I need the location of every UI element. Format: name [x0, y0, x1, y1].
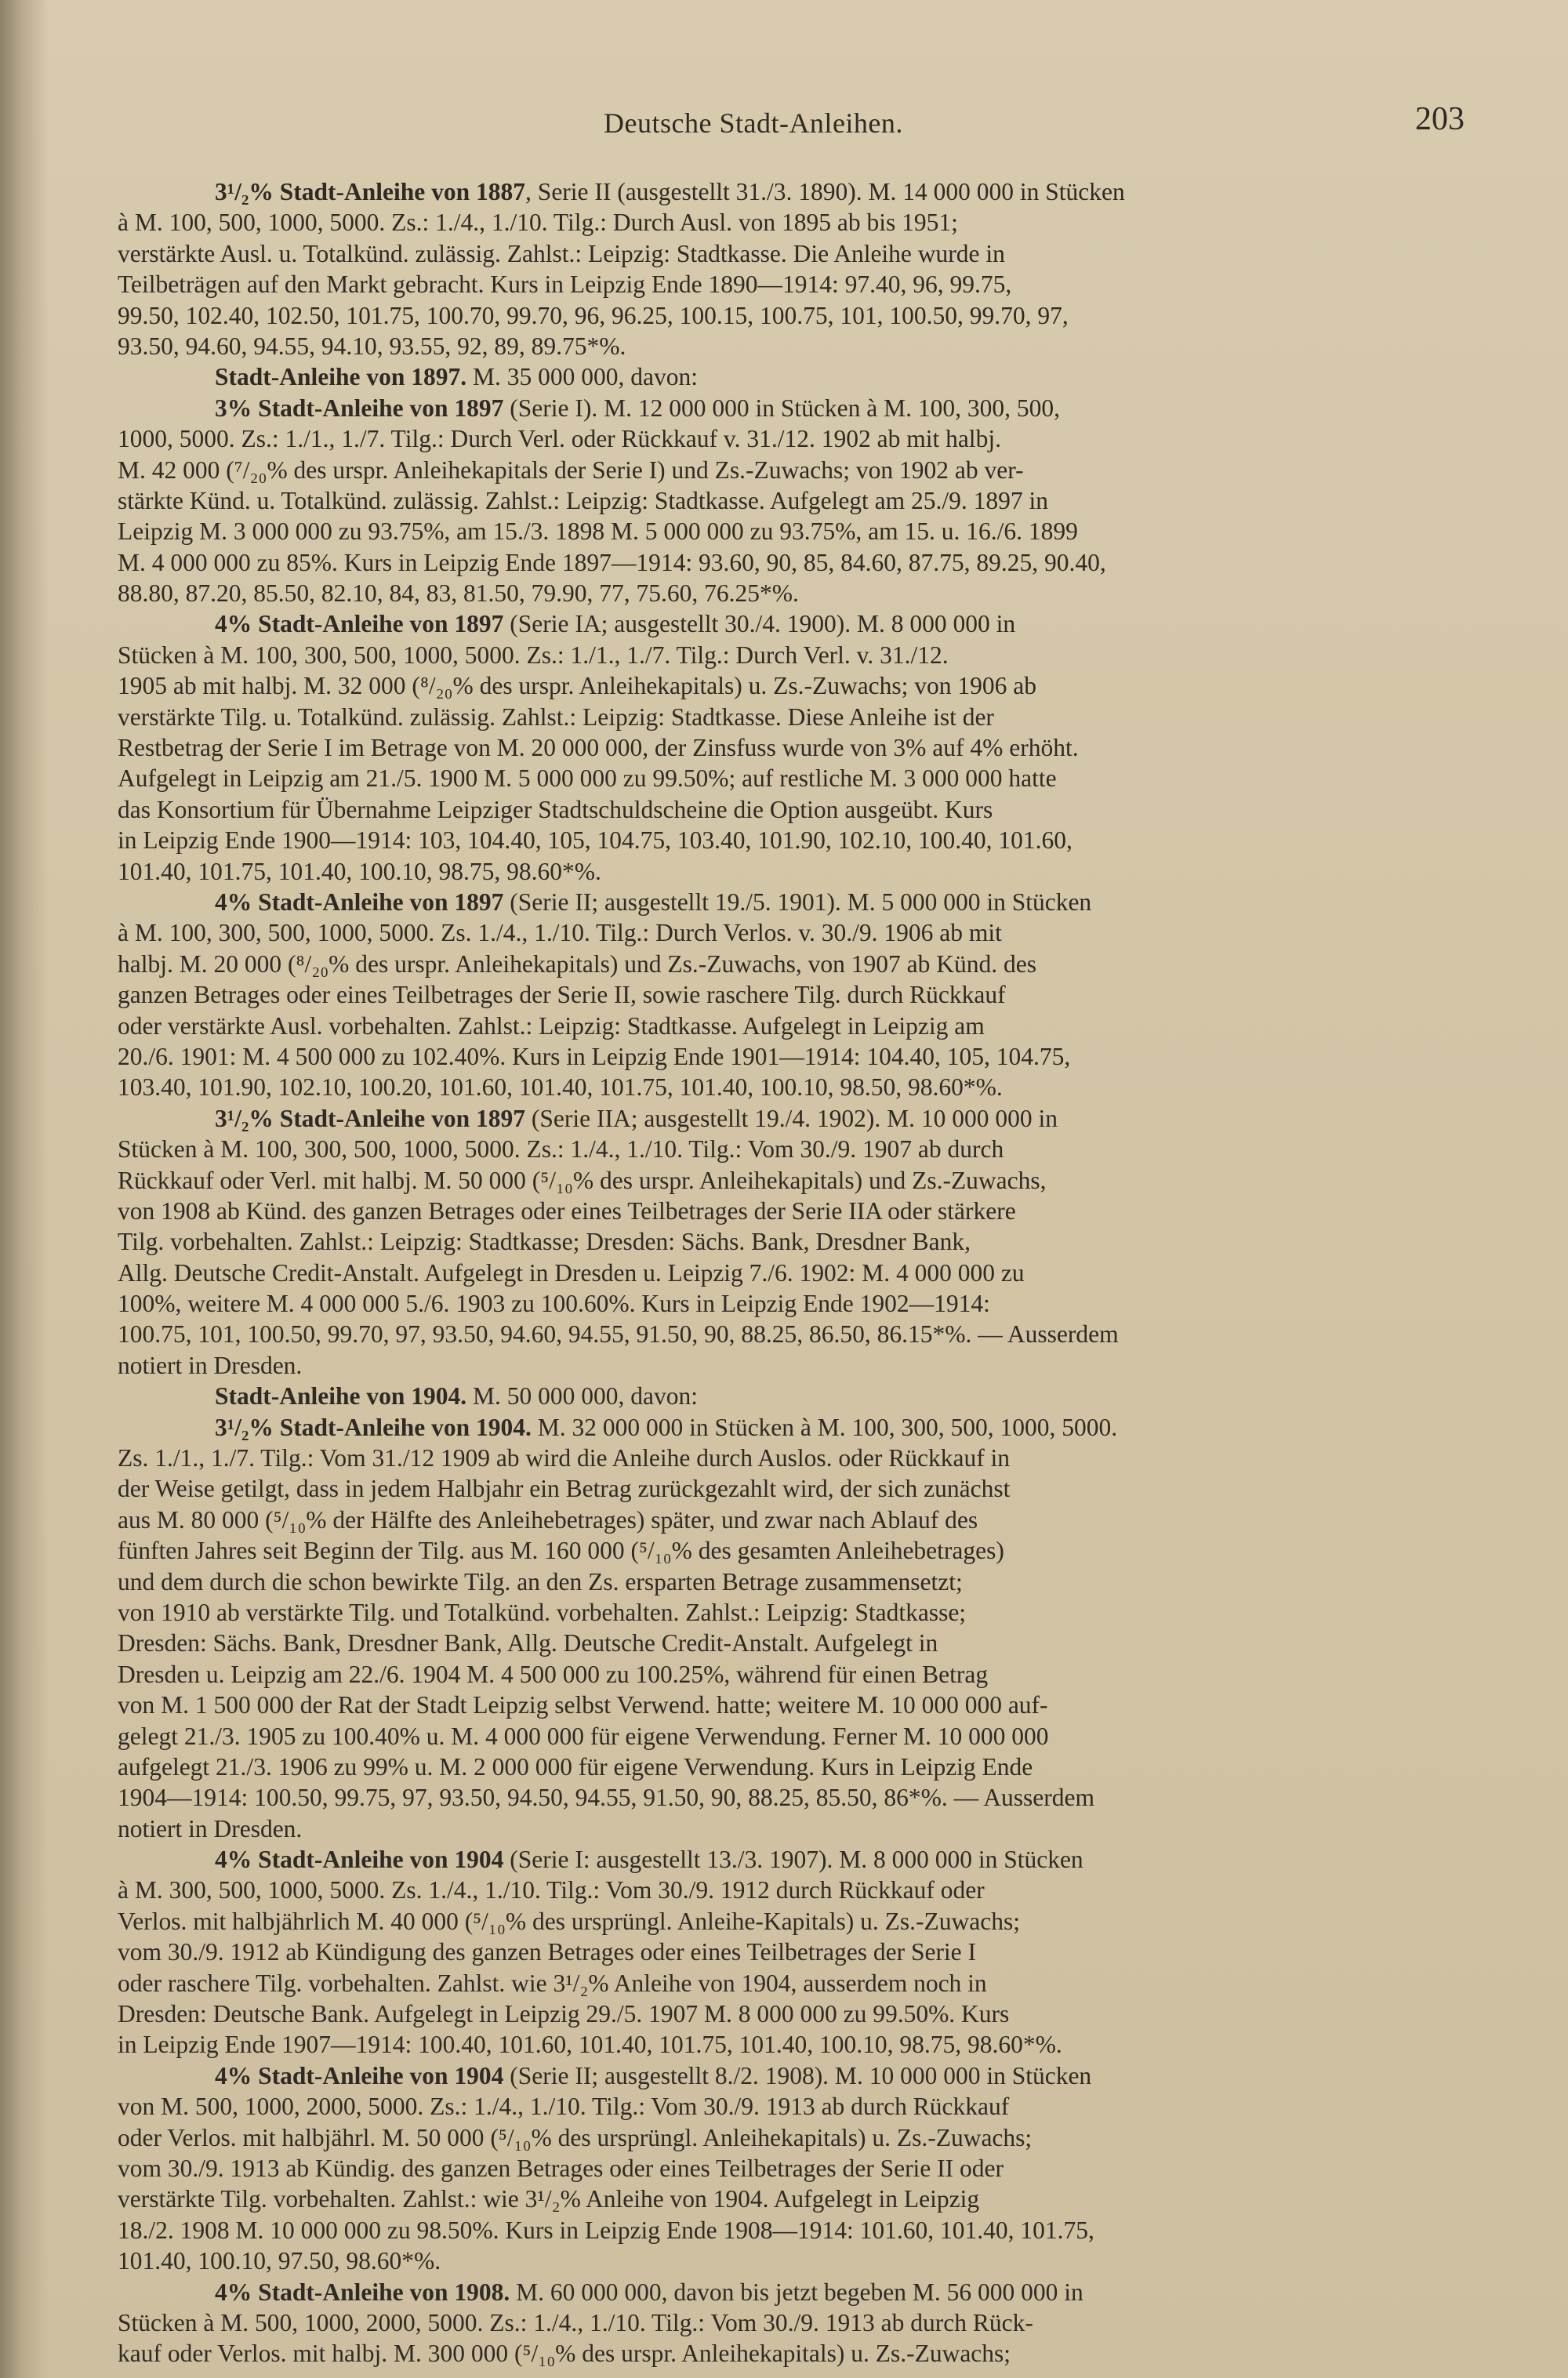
- text-line: 100.75, 101, 100.50, 99.70, 97, 93.50, 94.60, 94.55, 91.50, 90, 88.25, 86.50, 86.15*%. — Ausserdem: [118, 1320, 1119, 1349]
- bond-title: 3¹/₂% Stadt-Anleihe von 1904.: [215, 1413, 532, 1441]
- text-line: Teilbeträgen auf den Markt gebracht. Kurs in Leipzig Ende 1890—1914: 97.40, 96, 99.75,: [118, 270, 1012, 299]
- text-line: 1000, 5000. Zs.: 1./1., 1./7. Tilg.: Durch Verl. oder Rückkauf v. 31./12. 1902 ab mit halbj.: [118, 425, 1001, 453]
- text-line: Zs. 1./1., 1./7. Tilg.: Vom 31./12 1909 ab wird die Anleihe durch Auslos. oder Rückkauf in: [118, 1444, 1011, 1472]
- paragraph-start-line: 4% Stadt-Anleihe von 1908. M. 60 000 000, davon bis jetzt begeben M. 56 000 000 in: [215, 2278, 1083, 2306]
- paragraph-start-line: 3¹/₂% Stadt-Anleihe von 1887, Serie II (ausgestellt 31./3. 1890). M. 14 000 000 in Stücken: [215, 178, 1125, 205]
- text-line: aufgelegt 21./3. 1906 zu 99% u. M. 2 000 000 für eigene Verwendung. Kurs in Leipzig Ende: [118, 1752, 1033, 1781]
- text-line: 88.80, 87.20, 85.50, 82.10, 84, 83, 81.50, 79.90, 77, 75.60, 76.25*%.: [118, 579, 799, 608]
- text-line: Allg. Deutsche Credit-Anstalt. Aufgelegt in Dresden u. Leipzig 7./6. 1902: M. 4 000 000 zu: [118, 1258, 1025, 1287]
- text-line: Dresden: Deutsche Bank. Aufgelegt in Leipzig 29./5. 1907 M. 8 000 000 zu 99.50%. Kurs: [118, 2000, 1010, 2028]
- text-line: 100%, weitere M. 4 000 000 5./6. 1903 zu 100.60%. Kurs in Leipzig Ende 1902—1914:: [118, 1290, 990, 1318]
- text-line: notiert in Dresden.: [118, 1814, 303, 1842]
- text-line: verstärkte Tilg. u. Totalkünd. zulässig. Zahlst.: Leipzig: Stadtkasse. Diese Anleihe ist der: [118, 703, 994, 731]
- text-line: Leipzig M. 3 000 000 zu 93.75%, am 15./3. 1898 M. 5 000 000 zu 93.75%, am 15. u. 16./6. 1899: [118, 517, 1078, 546]
- text-line: 103.40, 101.90, 102.10, 100.20, 101.60, 101.40, 101.75, 101.40, 100.10, 98.50, 98.60*%.: [118, 1073, 1003, 1102]
- text-line: Tilg. vorbehalten. Zahlst.: Leipzig: Stadtkasse; Dresden: Sächs. Bank, Dresdner Bank,: [118, 1228, 971, 1256]
- text-line: verstärkte Ausl. u. Totalkünd. zulässig. Zahlst.: Leipzig: Stadtkasse. Die Anleihe wurde in: [118, 239, 1005, 267]
- text-line: Rückkauf oder Verl. mit halbj. M. 50 000 (⁵/₁₀% des urspr. Anleihekapitals) und Zs.-Zuwachs,: [118, 1166, 1047, 1194]
- paragraph-start-line: 4% Stadt-Anleihe von 1897 (Serie II; ausgestellt 19./5. 1901). M. 5 000 000 in Stücken: [215, 888, 1092, 916]
- bond-title: 4% Stadt-Anleihe von 1908.: [215, 2278, 510, 2306]
- text-line: das Konsortium für Übernahme Leipziger Stadtschuldscheine die Option ausgeübt. Kurs: [118, 795, 993, 823]
- text-line: 101.40, 100.10, 97.50, 98.60*%.: [118, 2247, 441, 2275]
- text-line: à M. 100, 500, 1000, 5000. Zs.: 1./4., 1./10. Tilg.: Durch Ausl. von 1895 ab bis 1951;: [118, 209, 958, 237]
- text-line: Dresden u. Leipzig am 22./6. 1904 M. 4 500 000 zu 100.25%, während für einen Betrag: [118, 1660, 989, 1688]
- text-line: 101.40, 101.75, 101.40, 100.10, 98.75, 98.60*%.: [118, 857, 601, 885]
- paragraph-start-line: 3% Stadt-Anleihe von 1897 (Serie I). M. 12 000 000 in Stücken à M. 100, 300, 500,: [215, 394, 1060, 422]
- text-line: 1904—1914: 100.50, 99.75, 97, 93.50, 94.50, 94.55, 91.50, 90, 88.25, 85.50, 86*%. — Ausserdem: [118, 1784, 1094, 1812]
- text-line: M. 4 000 000 zu 85%. Kurs in Leipzig Ende 1897—1914: 93.60, 90, 85, 84.60, 87.75, 89.25, 90.40,: [118, 548, 1106, 576]
- paragraph-start-line: 4% Stadt-Anleihe von 1897 (Serie IA; ausgestellt 30./4. 1900). M. 8 000 000 in: [215, 610, 1016, 638]
- text-line: oder raschere Tilg. vorbehalten. Zahlst. wie 3¹/₂% Anleihe von 1904, ausserdem noch in: [118, 1969, 987, 1997]
- text-line: 18./2. 1908 M. 10 000 000 zu 98.50%. Kurs in Leipzig Ende 1908—1914: 101.60, 101.40, 101.75,: [118, 2216, 1094, 2244]
- text-line: 99.50, 102.40, 102.50, 101.75, 100.70, 99.70, 96, 96.25, 100.15, 100.75, 101, 100.50, 99.70, 97,: [118, 301, 1069, 329]
- text-line: von 1908 ab Künd. des ganzen Betrages oder eines Teilbetrages der Serie IIA oder stärkere: [118, 1196, 1016, 1225]
- text-line: von M. 500, 1000, 2000, 5000. Zs.: 1./4., 1./10. Tilg.: Vom 30./9. 1913 ab durch Rückkauf: [118, 2093, 1010, 2121]
- text-line: halbj. M. 20 000 (⁸/₂₀% des urspr. Anleihekapitals) und Zs.-Zuwachs, von 1907 ab Künd. des: [118, 949, 1037, 978]
- text-line: Aufgelegt in Leipzig am 21./5. 1900 M. 5 000 000 zu 99.50%; auf restliche M. 3 000 000 hatte: [118, 764, 1057, 793]
- binding-shadow: [0, 0, 49, 2378]
- paragraph-start-line: 3¹/₂% Stadt-Anleihe von 1897 (Serie IIA; ausgestellt 19./4. 1902). M. 10 000 000 in: [215, 1104, 1058, 1132]
- text-line: oder verstärkte Ausl. vorbehalten. Zahlst.: Leipzig: Stadtkasse. Aufgelegt in Leipzig am: [118, 1011, 985, 1040]
- text-line: oder Verlos. mit halbjährl. M. 50 000 (⁵/₁₀% des ursprüngl. Anleihekapitals) u. Zs.-Zuwachs;: [118, 2123, 1033, 2151]
- page-number: 203: [1415, 101, 1465, 137]
- text-line: 93.50, 94.60, 94.55, 94.10, 93.55, 92, 89, 89.75*%.: [118, 332, 626, 360]
- text-line: à M. 300, 500, 1000, 5000. Zs. 1./4., 1./10. Tilg.: Vom 30./9. 1912 durch Rückkauf oder: [118, 1876, 985, 1904]
- text-line: Stücken à M. 500, 1000, 2000, 5000. Zs.: 1./4., 1./10. Tilg.: Vom 30./9. 1913 ab durch Rück-: [118, 2308, 1033, 2336]
- text-line: Verlos. mit halbjährlich M. 40 000 (⁵/₁₀% des ursprüngl. Anleihe-Kapitals) u. Zs.-Zuwachs;: [118, 1907, 1020, 1935]
- bond-title: 4% Stadt-Anleihe von 1904: [215, 2061, 504, 2089]
- text-line: gelegt 21./3. 1905 zu 100.40% u. M. 4 000 000 für eigene Verwendung. Ferner M. 10 000 000: [118, 1722, 1049, 1750]
- text-line: Stücken à M. 100, 300, 500, 1000, 5000. Zs.: 1./4., 1./10. Tilg.: Vom 30./9. 1907 ab durch: [118, 1135, 1004, 1164]
- bond-title: 4% Stadt-Anleihe von 1904: [215, 1846, 504, 1874]
- text-line: kauf oder Verlos. mit halbj. M. 300 000 (⁵/₁₀% des urspr. Anleihekapitals) u. Zs.-Zuwachs;: [118, 2340, 1011, 2368]
- text-line: aus M. 80 000 (⁵/₁₀% der Hälfte des Anleihebetrages) später, und zwar nach Ablauf des: [118, 1505, 978, 1534]
- bond-title: Stadt-Anleihe von 1904.: [215, 1382, 467, 1410]
- text-line: à M. 100, 300, 500, 1000, 5000. Zs. 1./4., 1./10. Tilg.: Durch Verlos. v. 30./9. 1906 ab mit: [118, 919, 1002, 947]
- text-line: Stücken à M. 100, 300, 500, 1000, 5000. Zs.: 1./1., 1./7. Tilg.: Durch Verl. v. 31./12.: [118, 641, 949, 669]
- bond-title: Stadt-Anleihe von 1897.: [215, 363, 467, 391]
- bond-title: 3% Stadt-Anleihe von 1897: [215, 394, 504, 422]
- text-line: vom 30./9. 1913 ab Kündig. des ganzen Betrages oder eines Teilbetrages der Serie II oder: [118, 2155, 1004, 2182]
- paragraph-start-line: 4% Stadt-Anleihe von 1904 (Serie I: ausgestellt 13./3. 1907). M. 8 000 000 in Stücken: [215, 1846, 1083, 1874]
- text-line: verstärkte Tilg. vorbehalten. Zahlst.: wie 3¹/₂% Anleihe von 1904. Aufgelegt in Leipzig: [118, 2185, 980, 2213]
- text-line: Restbetrag der Serie I im Betrage von M. 20 000 000, der Zinsfuss wurde von 3% auf 4% erhöht.: [118, 734, 1079, 762]
- text-line: in Leipzig Ende 1907—1914: 100.40, 101.60, 101.40, 101.75, 101.40, 100.10, 98.75, 98.60*%.: [118, 2031, 1062, 2059]
- text-line: fünften Jahres seit Beginn der Tilg. aus M. 160 000 (⁵/₁₀% des gesamten Anleihebetrages): [118, 1537, 1004, 1565]
- text-line: von M. 1 500 000 der Rat der Stadt Leipzig selbst Verwend. hatte; weitere M. 10 000 000 auf-: [118, 1691, 1048, 1719]
- paragraph-start-line: 4% Stadt-Anleihe von 1904 (Serie II; ausgestellt 8./2. 1908). M. 10 000 000 in Stücken: [215, 2061, 1092, 2089]
- paragraph-start-line: Stadt-Anleihe von 1897. M. 35 000 000, davon:: [215, 363, 699, 391]
- text-line: in Leipzig Ende 1900—1914: 103, 104.40, 105, 104.75, 103.40, 101.90, 102.10, 100.40, 101.60,: [118, 826, 1073, 855]
- running-title: Deutsche Stadt-Anleihen.: [604, 107, 903, 139]
- text-line: von 1910 ab verstärkte Tilg. und Totalkünd. vorbehalten. Zahlst.: Leipzig: Stadtkasse;: [118, 1598, 967, 1626]
- page-header: [188, 93, 1521, 155]
- document-body: [118, 176, 1478, 2369]
- paragraph-start-line: Stadt-Anleihe von 1904. M. 50 000 000, davon:: [215, 1382, 699, 1410]
- text-line: notiert in Dresden.: [118, 1351, 303, 1379]
- text-line: und dem durch die schon bewirkte Tilg. an den Zs. ersparten Betrage zusammensetzt;: [118, 1567, 963, 1596]
- bond-title: 4% Stadt-Anleihe von 1897: [215, 888, 504, 916]
- bond-title: 3¹/₂% Stadt-Anleihe von 1897: [215, 1104, 526, 1132]
- bond-title: 3¹/₂% Stadt-Anleihe von 1887: [215, 178, 526, 205]
- paragraph-start-line: 3¹/₂% Stadt-Anleihe von 1904. M. 32 000 000 in Stücken à M. 100, 300, 500, 1000, 5000.: [215, 1413, 1118, 1441]
- text-line: der Weise getilgt, dass in jedem Halbjahr ein Betrag zurückgezahlt wird, der sich zunächst: [118, 1475, 1011, 1503]
- text-line: 1905 ab mit halbj. M. 32 000 (⁸/₂₀% des urspr. Anleihekapitals) u. Zs.-Zuwachs; von 1906 ab: [118, 672, 1037, 700]
- text-line: vom 30./9. 1912 ab Kündigung des ganzen Betrages oder eines Teilbetrages der Serie I: [118, 1938, 977, 1966]
- text-line: ganzen Betrages oder eines Teilbetrages der Serie II, sowie raschere Tilg. durch Rückkauf: [118, 981, 1006, 1009]
- bond-title: 4% Stadt-Anleihe von 1897: [215, 610, 504, 638]
- text-line: Dresden: Sächs. Bank, Dresdner Bank, Allg. Deutsche Credit-Anstalt. Aufgelegt in: [118, 1629, 938, 1657]
- text-line: stärkte Künd. u. Totalkünd. zulässig. Zahlst.: Leipzig: Stadtkasse. Aufgelegt am 25./9. 1897 in: [118, 486, 1049, 514]
- text-line: 20./6. 1901: M. 4 500 000 zu 102.40%. Kurs in Leipzig Ende 1901—1914: 104.40, 105, 104.75,: [118, 1042, 1071, 1070]
- text-line: M. 42 000 (⁷/₂₀% des urspr. Anleihekapitals der Serie I) und Zs.-Zuwachs; von 1902 ab ver-: [118, 456, 1024, 484]
